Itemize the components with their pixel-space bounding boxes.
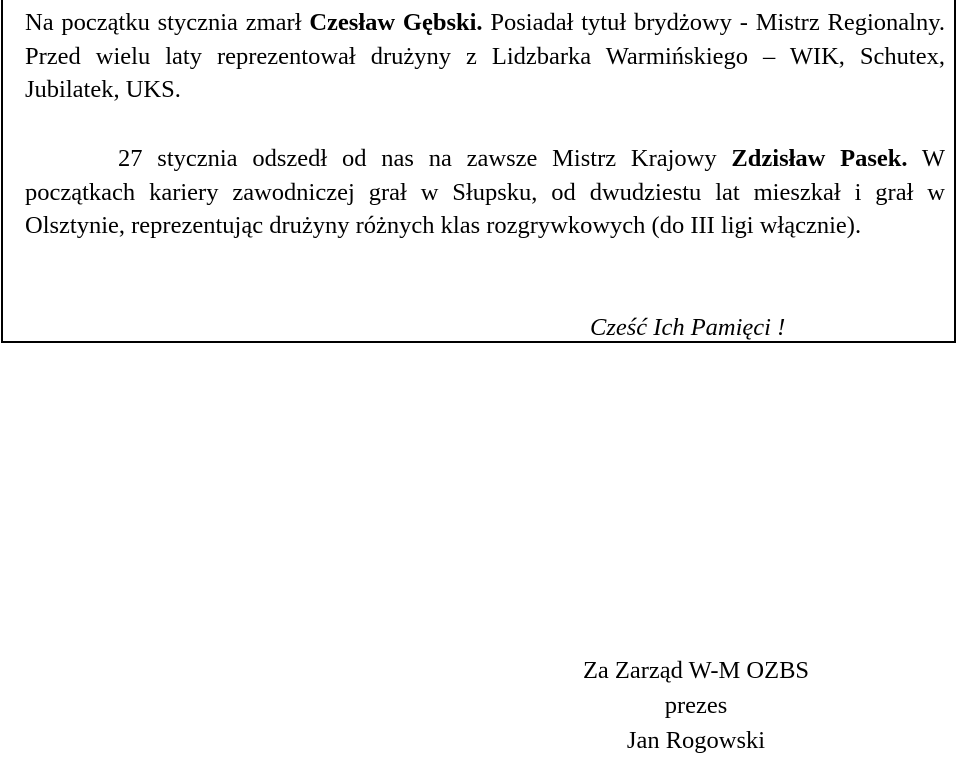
deceased-name: Czesław Gębski. xyxy=(309,9,483,36)
tribute-line: Cześć Ich Pamięci ! xyxy=(590,314,786,341)
signature-name: Jan Rogowski xyxy=(626,727,766,754)
signature-board: Za Zarząd W-M OZBS xyxy=(582,657,810,684)
paragraph-details: W początkach kariery zawodniczej grał w Słupsku, od dwudziestu lat mieszkał i grał w Olsztynie, reprezentując drużyny różnych klas rozgrywkowych (do III ligi włącznie). xyxy=(25,145,946,240)
obituary-paragraph-gebski xyxy=(25,6,945,107)
paragraph-intro: Na początku stycznia zmarł xyxy=(25,9,310,36)
deceased-name: Zdzisław Pasek. xyxy=(731,145,908,172)
paragraph-intro: 27 stycznia odszedł od nas na zawsze Mistrz Krajowy xyxy=(118,145,732,172)
paragraph-details: Posiadał tytuł brydżowy - Mistrz Regionalny. Przed wielu laty reprezentował drużyny z Lidzbarka Warmińskiego – WIK, Schutex, Jubilatek, UKS. xyxy=(25,9,946,104)
signature-role: prezes xyxy=(664,692,728,719)
obituary-paragraph-pasek xyxy=(25,142,945,243)
signature-block xyxy=(546,653,846,758)
obituary-notice-box xyxy=(1,0,956,343)
